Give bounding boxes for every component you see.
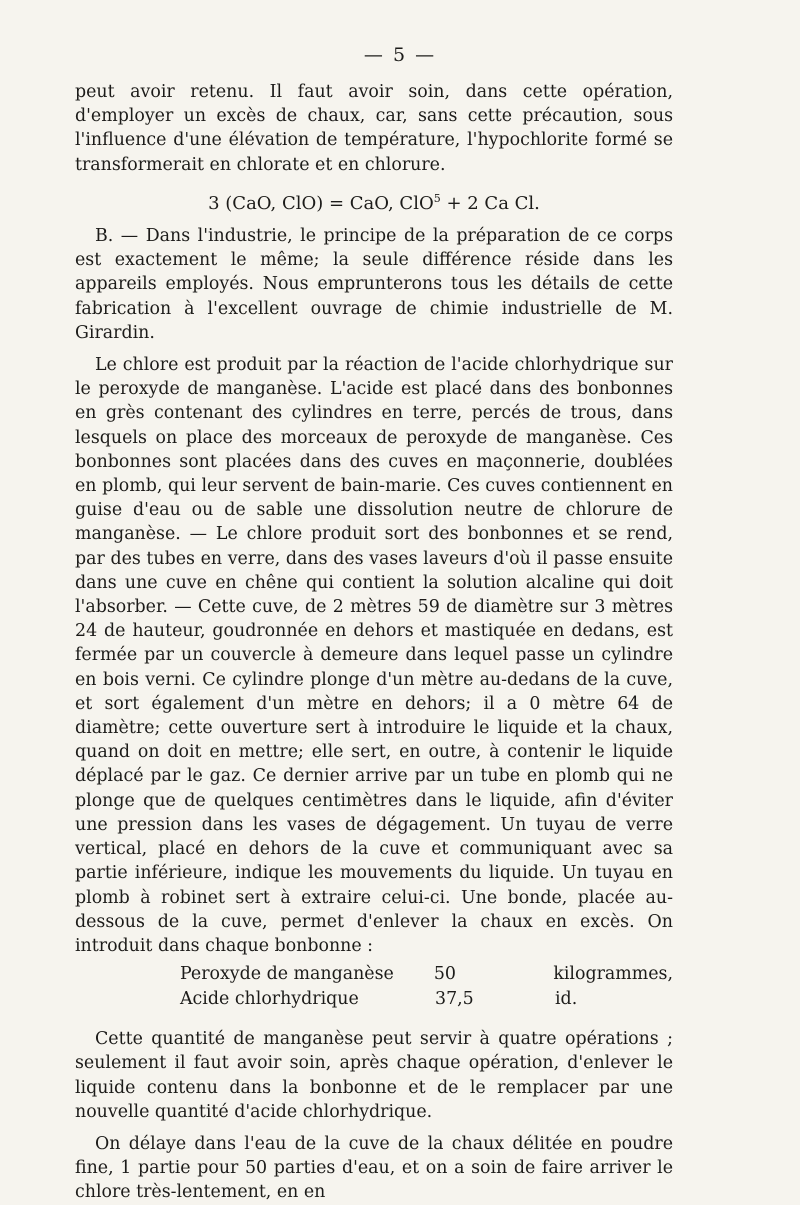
page-body xyxy=(75,80,673,1205)
chemical-equation xyxy=(75,187,673,216)
equation-superscript: 5 xyxy=(433,191,441,205)
paragraph-continuation: peut avoir retenu. Il faut avoir soin, dans cette opération, d'employer un excès de chaux, car, sans cette précaution, sous l'influence d'une élévation de température, l'hypochlorite formé se transformerait en chlorate et en chlorure. xyxy=(75,82,673,175)
ingredient-name: Peroxyde de manganèse xyxy=(180,964,394,985)
paragraph-manganese-operations: Cette quantité de manganèse peut servir à quatre opérations ; seulement il faut avoir soin, après chaque opération, d'enlever le liquide contenu dans la bonbonne et de le remplacer par une nouvelle quantité d'acide chlorhydrique. xyxy=(75,1029,673,1122)
page-number: — 5 — xyxy=(363,44,437,66)
table-row xyxy=(180,987,673,1012)
ingredient-unit: kilogrammes, xyxy=(553,964,673,985)
ingredient-quantity: 37,5 xyxy=(435,988,474,1009)
table-row xyxy=(180,962,673,987)
paragraph-chlorine-production: Le chlore est produit par la réaction de l'acide chlorhydrique sur le peroxyde de manganèse. L'acide est placé dans des bonbonnes en grès contenant des cylindres en terre, percés de trous, dans lesquels on place des morceaux de peroxyde de manganèse. Ces bonbonnes sont placées dans des cuves en maçonnerie, doublées en plomb, qui leur servent de bain-marie. Ces cuves contiennent en guise d'eau ou de sable une dissolution neutre de chlorure de manganèse. — Le chlore produit sort des bonbonnes et se rend, par des tubes en verre, dans des vases laveurs d'où il passe ensuite dans une cuve en chêne qui contient la solution alcaline qui doit l'absorber. — Cette cuve, de 2 mètres 59 de diamètre sur 3 mètres 24 de hauteur, goudronnée en dehors et mastiquée en dedans, est fermée par un couvercle à demeure dans lequel passe un cylindre en bois verni. Ce cylindre plonge d'un mètre au-dedans de la cuve, et sort également d'un mètre en dehors; il a 0 mètre 64 de diamètre; cette ouverture sert à introduire le liquide et la chaux, quand on doit en mettre; elle sert, en outre, à contenir le liquide déplacé par le gaz. Ce dernier arrive par un tube en plomb qui ne plonge que de quelques centimètres dans le liquide, afin d'éviter une pression dans les vases de dégagement. Un tuyau de verre vertical, placé en dehors de la cuve et communiquant avec sa partie inférieure, indique les mouvements du liquide. Un tuyau en plomb à robinet sert à extraire celui-ci. Une bonde, placée au-dessous de la cuve, permet d'enlever la chaux en excès. On introduit dans chaque bonbonne : xyxy=(75,355,673,956)
paragraph-industry: B. — Dans l'industrie, le principe de la préparation de ce corps est exactement le même; la seule différence réside dans les appareils employés. Nous emprunterons tous les détails de cette fabrication à l'excellent ouvrage de chimie industrielle de M. Girardin. xyxy=(75,226,673,343)
equation-left: 3 (CaO, ClO) = CaO, ClO xyxy=(208,192,434,214)
paragraph-lime-dilution: On délaye dans l'eau de la cuve de la chaux délitée en poudre fine, 1 partie pour 50 parties d'eau, et on a soin de faire arriver le chlore très-lentement, en en xyxy=(75,1133,673,1203)
ingredients-table xyxy=(180,962,673,1011)
ingredient-name: Acide chlorhydrique xyxy=(180,988,359,1009)
ingredient-quantity: 50 xyxy=(433,964,456,985)
equation-right: + 2 Ca Cl. xyxy=(440,192,540,214)
ingredient-unit: id. xyxy=(555,988,578,1009)
